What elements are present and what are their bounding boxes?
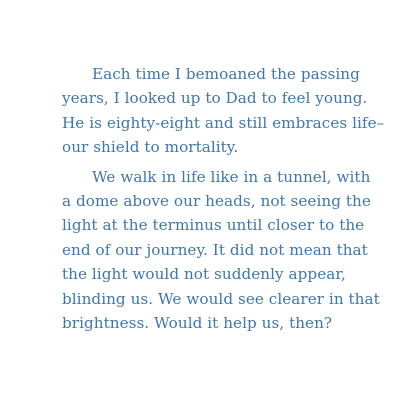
text-line: our shield to mortality. xyxy=(62,138,239,157)
paragraph-1 xyxy=(62,62,385,160)
text-line: He is eighty-eight and still embraces life– xyxy=(62,113,385,132)
text-line: the light would not suddenly appear, xyxy=(62,265,346,284)
text-line: years, I looked up to Dad to feel young. xyxy=(62,89,368,108)
text-line: light at the terminus until closer to the xyxy=(62,216,365,235)
body-text xyxy=(62,62,385,335)
text-line: brightness. Would it help us, then? xyxy=(62,313,333,332)
text-line: end of our journey. It did not mean that xyxy=(62,240,368,259)
text-line: blinding us. We would see clearer in that xyxy=(62,289,380,308)
text-line: We walk in life like in a tunnel, with xyxy=(92,167,371,186)
text-line: Each time I bemoaned the passing xyxy=(92,65,360,83)
paragraph-2 xyxy=(62,165,380,336)
text-line: a dome above our heads, not seeing the xyxy=(62,191,371,210)
